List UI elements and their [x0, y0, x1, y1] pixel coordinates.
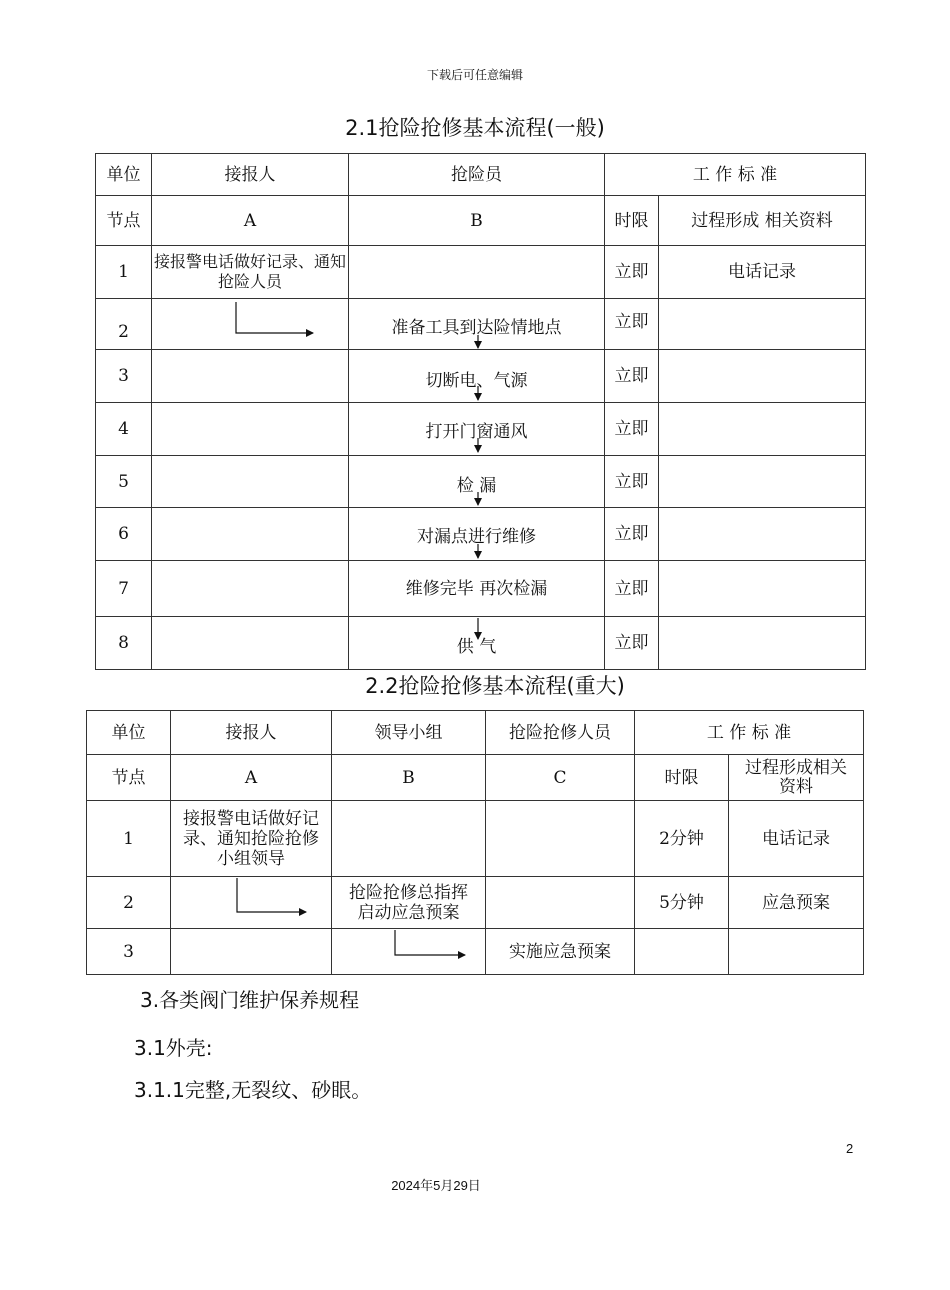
section-3-1-1-item: 3.1.1完整,无裂纹、砂眼。 [134, 1078, 372, 1102]
header-unit: 单位 [87, 711, 171, 755]
step-b-cell: 抢险抢修总指挥启动应急预案 [332, 877, 486, 929]
table-row [96, 561, 866, 617]
time-cell: 立即 [605, 508, 659, 561]
step-b-cell: 准备工具到达险情地点 [349, 299, 605, 350]
doc-cell [729, 929, 864, 975]
header-note: 下载后可任意编辑 [426, 68, 523, 82]
header-unit: 单位 [96, 154, 152, 196]
time-cell: 立即 [605, 561, 659, 617]
doc-cell: 电话记录 [729, 801, 864, 877]
step-a-cell [152, 617, 349, 670]
step-a-cell: 接报警电话做好记录、通知抢险抢修小组领导 [171, 801, 332, 877]
header-col-b: B [349, 196, 605, 246]
doc-cell [659, 299, 866, 350]
header-standard: 工 作 标 准 [605, 154, 866, 196]
step-a-cell [171, 929, 332, 975]
step-b-cell: 对漏点进行维修 [349, 508, 605, 561]
step-b-cell [349, 246, 605, 299]
header-documents: 过程形成相关资料 [729, 755, 864, 801]
header-col-a: A [171, 755, 332, 801]
table-row [96, 456, 866, 508]
step-a-cell [152, 456, 349, 508]
table-row [96, 508, 866, 561]
table-row [96, 246, 866, 299]
doc-cell [659, 350, 866, 403]
doc-cell [659, 403, 866, 456]
table-row [87, 877, 864, 929]
header-leader-group: 领导小组 [332, 711, 486, 755]
table-row [96, 403, 866, 456]
step-b-cell [332, 801, 486, 877]
header-time-limit: 时限 [635, 755, 729, 801]
table-row [87, 801, 864, 877]
step-b-cell: 供 气 [349, 617, 605, 670]
section-2-1-title: 2.1抢险抢修基本流程(一般) [345, 116, 605, 140]
table-row [96, 350, 866, 403]
doc-cell [659, 508, 866, 561]
node-cell: 1 [96, 246, 152, 299]
header-standard: 工 作 标 准 [635, 711, 864, 755]
step-b-cell: 打开门窗通风 [349, 403, 605, 456]
time-cell: 2分钟 [635, 801, 729, 877]
node-cell: 8 [96, 617, 152, 670]
table-row [87, 929, 864, 975]
time-cell: 立即 [605, 456, 659, 508]
step-b-cell: 切断电、气源 [349, 350, 605, 403]
node-cell: 4 [96, 403, 152, 456]
time-cell: 立即 [605, 403, 659, 456]
time-cell: 立即 [605, 246, 659, 299]
step-b-cell: 维修完毕 再次检漏 [349, 561, 605, 617]
header-receiver: 接报人 [171, 711, 332, 755]
step-a-cell [171, 877, 332, 929]
step-c-cell [486, 877, 635, 929]
section-2-2-title: 2.2抢险抢修基本流程(重大) [365, 674, 625, 698]
node-cell: 6 [96, 508, 152, 561]
header-col-b: B [332, 755, 486, 801]
table-row [96, 299, 866, 350]
time-cell: 立即 [605, 299, 659, 350]
node-cell: 3 [87, 929, 171, 975]
time-cell: 5分钟 [635, 877, 729, 929]
header-time-limit: 时限 [605, 196, 659, 246]
header-col-c: C [486, 755, 635, 801]
step-c-cell [486, 801, 635, 877]
node-cell: 3 [96, 350, 152, 403]
step-a-cell [152, 508, 349, 561]
doc-cell [659, 617, 866, 670]
doc-cell [659, 561, 866, 617]
time-cell [635, 929, 729, 975]
step-b-cell [332, 929, 486, 975]
doc-cell: 电话记录 [659, 246, 866, 299]
step-c-cell: 实施应急预案 [486, 929, 635, 975]
header-node: 节点 [96, 196, 152, 246]
section-3-heading: 3.各类阀门维护保养规程 [140, 988, 360, 1012]
step-b-cell: 检 漏 [349, 456, 605, 508]
header-rescuer: 抢险员 [349, 154, 605, 196]
time-cell: 立即 [605, 617, 659, 670]
header-receiver: 接报人 [152, 154, 349, 196]
node-cell: 5 [96, 456, 152, 508]
table-row [96, 617, 866, 670]
node-cell: 2 [87, 877, 171, 929]
doc-cell: 应急预案 [729, 877, 864, 929]
header-col-a: A [152, 196, 349, 246]
footer-date: 2024年5月29日 [391, 1178, 481, 1193]
step-a-cell [152, 350, 349, 403]
doc-cell [659, 456, 866, 508]
flow-table-major [86, 710, 864, 975]
node-cell: 1 [87, 801, 171, 877]
header-node: 节点 [87, 755, 171, 801]
time-cell: 立即 [605, 350, 659, 403]
step-a-cell [152, 561, 349, 617]
page-number: 2 [846, 1141, 854, 1156]
node-cell: 2 [96, 299, 152, 350]
section-3-1-heading: 3.1外壳: [134, 1036, 213, 1060]
node-cell: 7 [96, 561, 152, 617]
step-a-cell [152, 299, 349, 350]
header-documents: 过程形成 相关资料 [659, 196, 866, 246]
step-a-cell [152, 403, 349, 456]
step-a-cell: 接报警电话做好记录、通知抢险人员 [152, 246, 349, 299]
header-rescue-staff: 抢险抢修人员 [486, 711, 635, 755]
flow-table-general [95, 153, 866, 670]
